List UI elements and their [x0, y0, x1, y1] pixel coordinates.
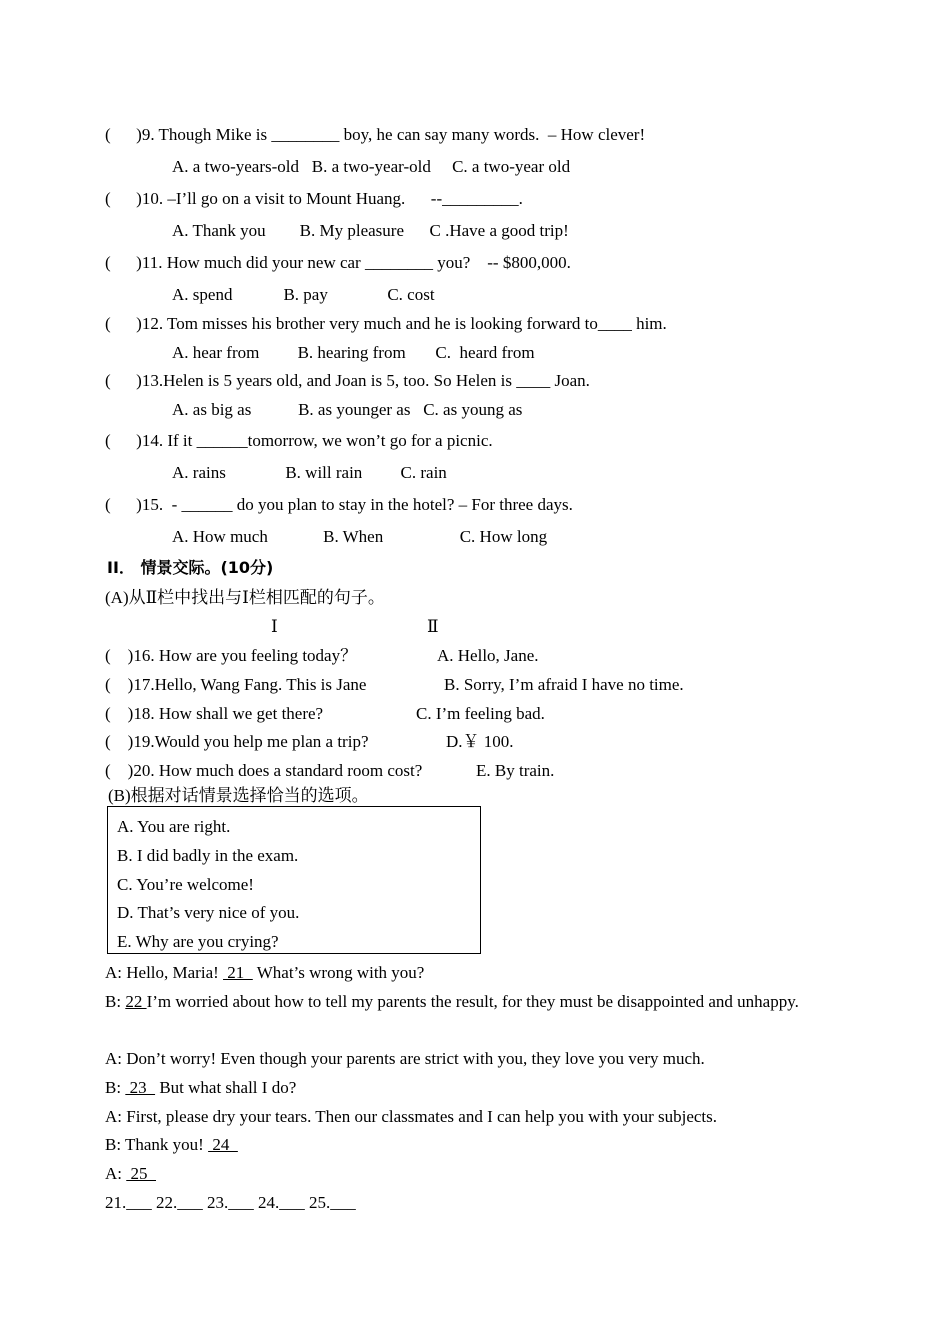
match-row-16: ( )16. How are you feeling today？ — [105, 646, 358, 665]
section-heading: II． 情景交际。(10分) — [107, 558, 274, 577]
match-option-b: B. Sorry, I’m afraid I have no time. — [444, 675, 684, 694]
box-option-c: C. You’re welcome! — [117, 875, 254, 894]
section-b-instruction: (B)根据对话情景选择恰当的选项。 — [108, 786, 369, 805]
column-header-1: Ⅰ — [271, 617, 278, 636]
box-option-d: D. That’s very nice of you. — [117, 903, 300, 922]
dialogue-line-3: A: Don’t worry! Even though your parents are strict with you, they love you very much. — [105, 1049, 705, 1068]
match-option-e: E. By train. — [476, 761, 555, 780]
match-option-d: D.￥ 100. — [446, 732, 514, 751]
options-box — [107, 806, 481, 954]
question-11-options: A. spend B. pay C. cost — [172, 285, 435, 304]
answer-line[interactable]: 21.___ 22.___ 23.___ 24.___ 25.___ — [105, 1193, 356, 1212]
question-11: ( )11. How much did your new car ________ you? -- $800,000. — [105, 253, 571, 272]
question-13: ( )13.Helen is 5 years old, and Joan is 5, too. So Helen is ____ Joan. — [105, 371, 590, 390]
box-option-b: B. I did badly in the exam. — [117, 846, 299, 865]
match-row-17: ( )17.Hello, Wang Fang. This is Jane — [105, 675, 367, 694]
question-10-options: A. Thank you B. My pleasure C .Have a good trip! — [172, 221, 569, 240]
dialogue-line-1: A: Hello, Maria! 21 What’s wrong with you? — [105, 963, 425, 982]
question-12: ( )12. Tom misses his brother very much and he is looking forward to____ him. — [105, 314, 667, 333]
box-option-a: A. You are right. — [117, 817, 231, 836]
dialogue-line-4: B: 23 But what shall I do? — [105, 1078, 297, 1097]
blank-25[interactable]: 25 — [126, 1164, 156, 1183]
match-row-18: ( )18. How shall we get there? — [105, 704, 324, 723]
question-10: ( )10. –I’ll go on a visit to Mount Huang. --_________. — [105, 189, 523, 208]
match-row-20: ( )20. How much does a standard room cost? — [105, 761, 423, 780]
blank-21[interactable]: 21 — [223, 963, 253, 982]
column-header-2: Ⅱ — [427, 617, 439, 636]
box-option-e: E. Why are you crying? — [117, 932, 279, 951]
blank-23[interactable]: 23 — [125, 1078, 156, 1097]
question-9-options: A. a two-years-old B. a two-year-old C. a two-year old — [172, 157, 571, 176]
blank-24[interactable]: 24 — [208, 1135, 238, 1154]
question-9: ( )9. Though Mike is ________ boy, he can say many words. – How clever! — [105, 125, 646, 144]
dialogue-line-7: A: 25 — [105, 1164, 156, 1183]
question-14-options: A. rains B. will rain C. rain — [172, 463, 447, 482]
match-row-19: ( )19.Would you help me plan a trip? — [105, 732, 369, 751]
question-14: ( )14. If it ______tomorrow, we won’t go for a picnic. — [105, 431, 493, 450]
section-a-instruction: (A)从Ⅱ栏中找出与Ⅰ栏相匹配的句子。 — [105, 588, 385, 607]
match-option-c: C. I’m feeling bad. — [416, 704, 545, 723]
question-13-options: A. as big as B. as younger as C. as young as — [172, 400, 523, 419]
dialogue-line-5: A: First, please dry your tears. Then our classmates and I can help you with your subjects. — [105, 1107, 718, 1126]
question-12-options: A. hear from B. hearing from C. heard from — [172, 343, 535, 362]
blank-22[interactable]: 22 — [125, 992, 147, 1011]
question-15: ( )15. - ______ do you plan to stay in the hotel? – For three days. — [105, 495, 573, 514]
question-15-options: A. How much B. When C. How long — [172, 527, 548, 546]
match-option-a: A. Hello, Jane. — [437, 646, 539, 665]
dialogue-line-2: B: 22 I’m worried about how to tell my parents the result, for they must be disappointed and unhappy. — [105, 992, 799, 1011]
dialogue-line-6: B: Thank you! 24 — [105, 1135, 238, 1154]
